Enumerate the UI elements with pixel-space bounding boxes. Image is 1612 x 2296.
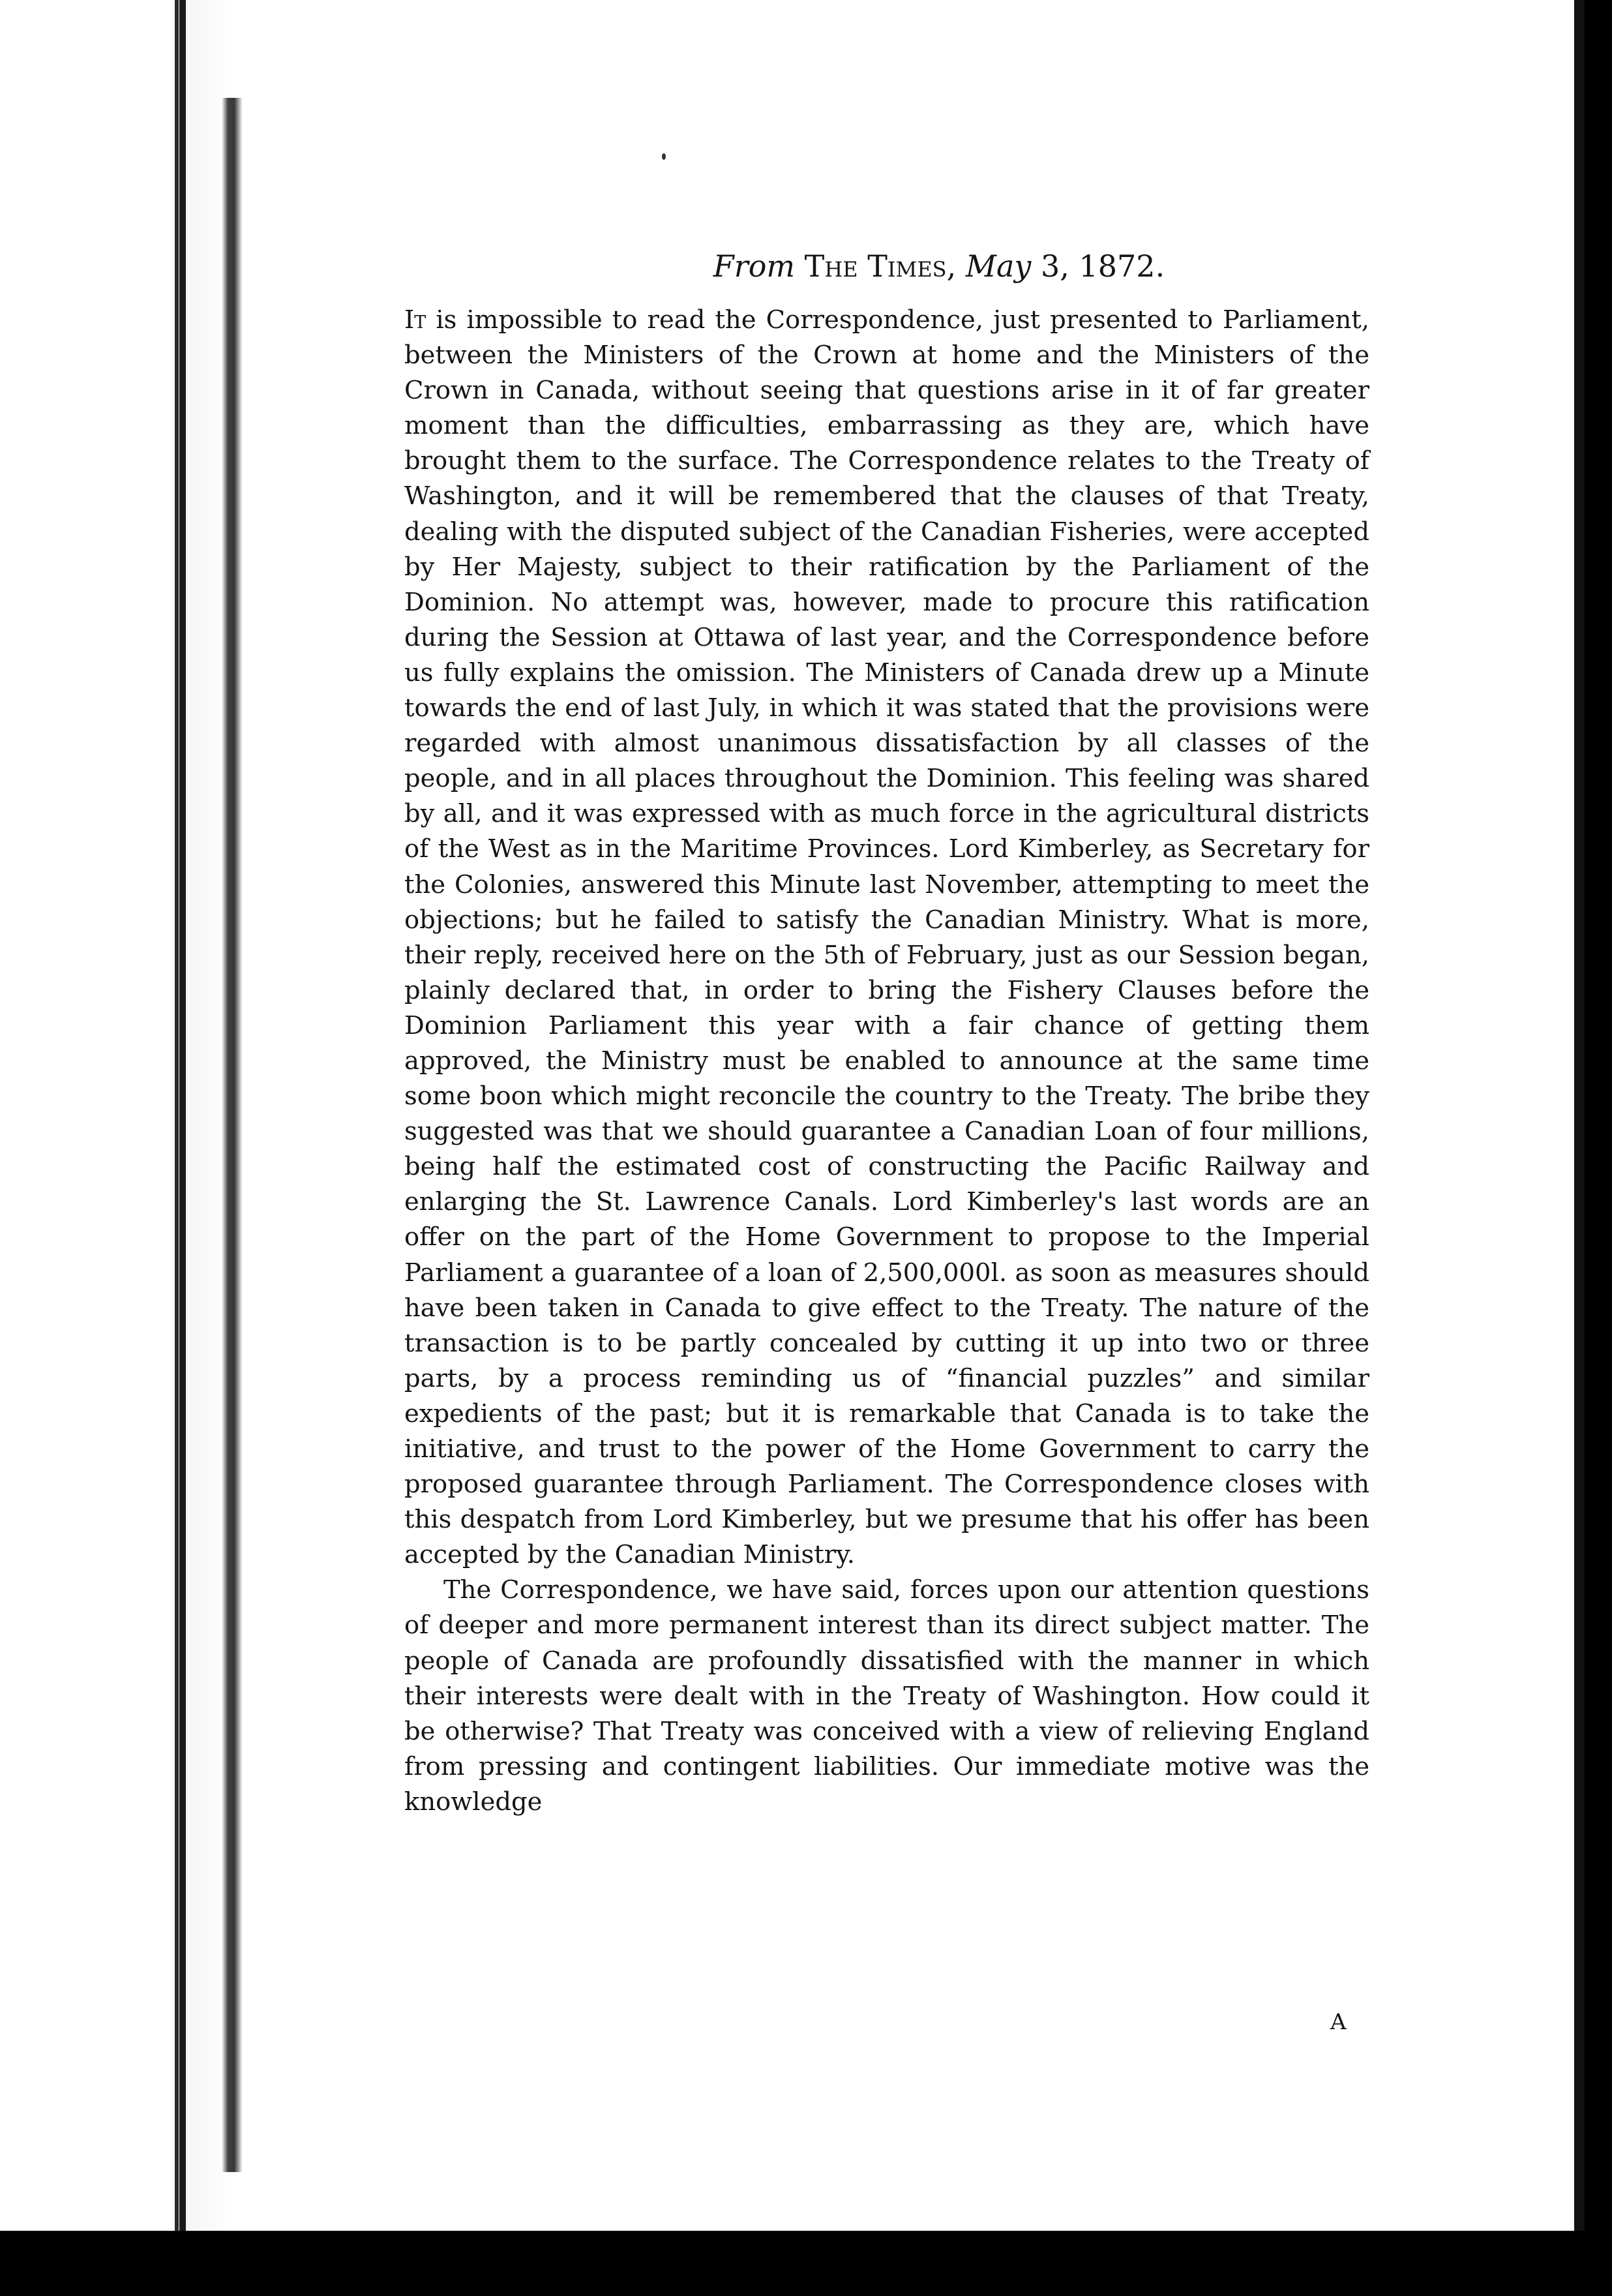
paragraph-1 xyxy=(404,303,1369,1573)
heading-publication: The Times xyxy=(804,249,947,284)
binding-fold-shadow xyxy=(222,98,243,2172)
heading-date: 3, 1872. xyxy=(1041,249,1165,284)
paragraph-1-lead-word: It xyxy=(404,305,426,335)
article-heading: From The Times, May 3, 1872. xyxy=(713,249,1165,284)
ink-speck xyxy=(662,153,666,160)
facing-page-border xyxy=(175,0,179,2296)
facing-page-edge xyxy=(0,0,186,2296)
paragraph-2 xyxy=(404,1573,1369,1820)
heading-month: May xyxy=(965,249,1032,284)
paragraph-1-text: is impossible to read the Correspondence, just presented to Parliament, between the Ministers of the Crown at home and the Ministers of the Crown in Canada, without seeing that questions arise in it of far greater moment than the difficulties, embarrassing as they are, which have brought them to the surface. The Correspondence relates to the Treaty of Washington, and it will be remembered that the clauses of that Treaty, dealing with the disputed subject of the Canadian Fisheries, were accepted by Her Majesty, subject to their ratification by the Parliament of the Dominion. No attempt was, however, made to procure this ratification during the Session at Ottawa of last year, and the Correspondence before us fully explains the omission. The Ministers of Canada drew up a Minute towards the end of last July, in which it was stated that the provisions were regarded with almost unanimous dissatisfaction by all classes of the people, and in all places throughout the Dominion. This feeling was shared by all, and it was expressed with as much force in the agricultural districts of the West as in the Maritime Provinces. Lord Kimberley, as Secretary for the Colonies, answered this Minute last November, attempting to meet the objections; but he failed to satisfy the Canadian Ministry. What is more, their reply, received here on the 5th of February, just as our Session began, plainly declared that, in order to bring the Fishery Clauses before the Dominion Parliament this year with a fair chance of getting them approved, the Ministry must be enabled to announce at the same time some boon which might reconcile the country to the Treaty. The bribe they suggested was that we should guarantee a Canadian Loan of four millions, being half the estimated cost of constructing the Pacific Railway and enlarging the St. Lawrence Canals. Lord Kimberley's last words are an offer on the part of the Home Government to propose to the Imperial Parliament a guarantee of a loan of 2,500,000l. as soon as measures should have been taken in Canada to give effect to the Treaty. The nature of the transaction is to be partly concealed by cutting it up into two or three parts, by a process reminding us of “financial puzzles” and similar expedients of the past; but it is remarkable that Canada is to take the initiative, and trust to the power of the Home Government to carry the proposed guarantee through Parliament. The Correspondence closes with this despatch from Lord Kimberley, but we presume that his offer has been accepted by the Canadian Ministry. xyxy=(404,305,1369,1570)
article-body xyxy=(404,248,1369,1820)
signature-mark: A xyxy=(1330,2009,1347,2035)
heading-from: From xyxy=(713,249,796,284)
document-page xyxy=(261,0,1585,2231)
scan-bottom-border xyxy=(0,2231,1612,2296)
paragraph-2-text: The Correspondence, we have said, forces upon our attention questions of deeper and more permanent interest than its direct subject matter. The people of Canada are profoundly dissatisfied with the manner in which their interests were dealt with in the Treaty of Washington. How could it be otherwise? That Treaty was conceived with a view of relieving England from pressing and contingent liabilities. Our immediate motive was the knowledge xyxy=(404,1575,1369,1817)
